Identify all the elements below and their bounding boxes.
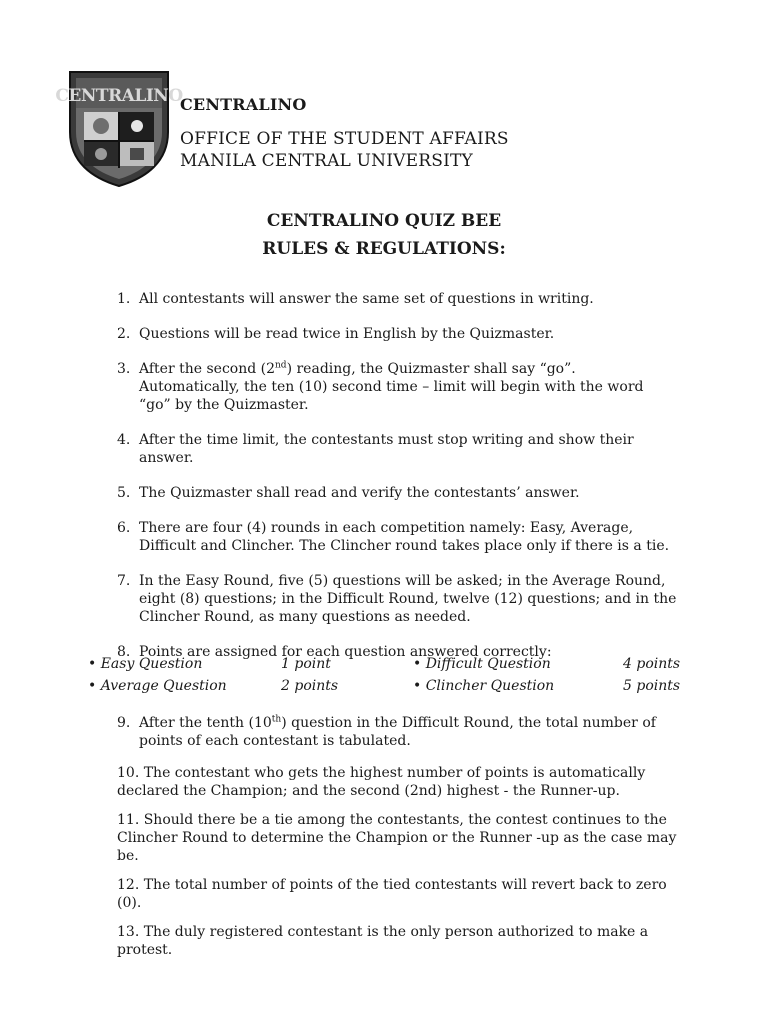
rule-item xyxy=(117,431,677,467)
point-value: 5 points xyxy=(623,678,681,694)
question-type: • Average Question xyxy=(88,678,227,694)
rules-list-continued xyxy=(117,714,677,970)
rule-text: The duly registered contestant is the only person authorized to make a protest. xyxy=(117,924,649,958)
rule-number: 6. xyxy=(117,520,131,536)
university-name: MANILA CENTRAL UNIVERSITY xyxy=(180,151,473,171)
rule-text-part: After the tenth (10 xyxy=(139,715,272,731)
points-row xyxy=(88,675,688,697)
logo-text: CENTRALINO xyxy=(55,86,183,106)
rule-item xyxy=(117,325,677,343)
rule-number: 8. xyxy=(117,644,131,660)
rule-number: 7. xyxy=(117,573,131,589)
rule-number: 4. xyxy=(117,432,131,448)
rule-number: 13. xyxy=(117,924,144,940)
rule-text: In the Easy Round, five (5) questions will be asked; in the Average Round, eight (8) questions; in the Difficult Round, twelve (12) questions; and in the Clincher Round, as many questions as needed. xyxy=(139,573,677,625)
rule-text xyxy=(139,360,677,414)
rule-text: Questions will be read twice in English by the Quizmaster. xyxy=(139,326,555,342)
points-row xyxy=(88,653,688,675)
point-value: 4 points xyxy=(623,656,681,672)
rule-item xyxy=(117,811,677,865)
document-title: CENTRALINO QUIZ BEE xyxy=(266,211,502,231)
rule-text: All contestants will answer the same set of questions in writing. xyxy=(139,291,594,307)
rule-item xyxy=(117,484,677,502)
rule-number: 11. xyxy=(117,812,144,828)
rules-list xyxy=(117,290,677,678)
rule-text: There are four (4) rounds in each competition namely: Easy, Average, Difficult and Clincher. The Clincher round takes place only if there is a tie. xyxy=(139,520,670,554)
rule-text: After the time limit, the contestants must stop writing and show their answer. xyxy=(139,432,634,466)
rule-text: The total number of points of the tied contestants will revert back to zero (0). xyxy=(117,877,667,911)
rule-item xyxy=(117,572,677,626)
office-name: OFFICE OF THE STUDENT AFFAIRS xyxy=(180,129,509,149)
question-type: • Easy Question xyxy=(88,656,203,672)
rule-number: 12. xyxy=(117,877,144,893)
rule-number: 5. xyxy=(117,485,131,501)
rule-item xyxy=(117,876,677,912)
rule-text xyxy=(139,714,677,750)
rule-item xyxy=(117,519,677,555)
rule-number: 9. xyxy=(117,715,131,731)
ordinal-suffix: th xyxy=(271,714,282,725)
rule-text-part: After the second (2 xyxy=(139,361,276,377)
rule-item xyxy=(117,290,677,308)
rule-item xyxy=(117,714,677,750)
rule-text: The Quizmaster shall read and verify the contestants’ answer. xyxy=(139,485,580,501)
org-name: CENTRALINO xyxy=(180,95,307,114)
rule-item xyxy=(117,923,677,959)
rule-number: 1. xyxy=(117,291,131,307)
point-value: 2 points xyxy=(281,678,339,694)
rule-number: 10. xyxy=(117,765,144,781)
rule-text: Should there be a tie among the contestants, the contest continues to the Clincher Round to determine the Champion or the Runner -up as the case may be. xyxy=(117,812,677,864)
rule-item xyxy=(117,764,677,800)
rule-text: The contestant who gets the highest number of points is automatically declared the Champion; and the second (2nd) highest - the Runner-up. xyxy=(117,765,646,799)
point-value: 1 point xyxy=(281,656,331,672)
rule-item xyxy=(117,360,677,414)
ordinal-suffix: nd xyxy=(275,360,287,371)
rule-text-part: ) question in the Difficult Round, the total number of points of each contestant is tabulated. xyxy=(139,715,656,749)
rule-text: Points are assigned for each question answered correctly: xyxy=(139,644,552,660)
rule-text-part: ) reading, the Quizmaster shall say “go”. Automatically, the ten (10) second time – limit will begin with the word “go” by the Quizmaster. xyxy=(139,361,644,413)
points-table xyxy=(88,653,688,697)
question-type: • Clincher Question xyxy=(413,678,555,694)
rule-number: 3. xyxy=(117,361,131,377)
document-subtitle: RULES & REGULATIONS: xyxy=(262,239,506,259)
question-type: • Difficult Question xyxy=(413,656,551,672)
centralino-logo xyxy=(55,70,183,188)
rule-number: 2. xyxy=(117,326,131,342)
